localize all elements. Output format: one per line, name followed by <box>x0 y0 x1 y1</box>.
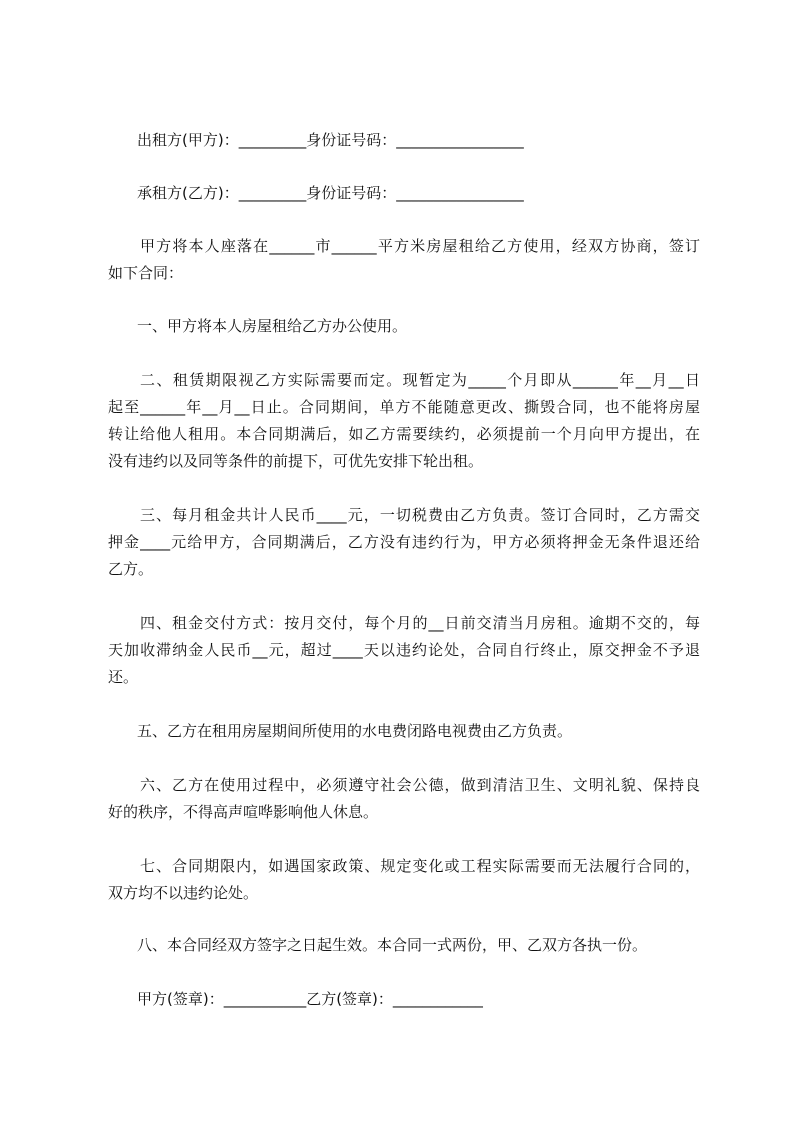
clause-2-line-3: 转让给他人租用。本合同期满后，如乙方需要续约，必须提前一个月向甲方提出，在 <box>108 425 700 443</box>
intro-line-1: 甲方将本人座落在______市______平方米房屋租给乙方使用，经双方协商，签订 <box>140 237 700 255</box>
lessee-line: 承租方(乙方)：_________身份证号码：_________________ <box>137 184 524 202</box>
clause-6-line-2: 好的秩序，不得高声喧哗影响他人休息。 <box>108 803 379 821</box>
clause-8: 八、本合同经双方签字之日起生效。本合同一式两份，甲、乙双方各执一份。 <box>137 936 648 954</box>
clause-1: 一、甲方将本人房屋租给乙方办公使用。 <box>137 317 408 335</box>
clause-7-line-2: 双方均不以违约论处。 <box>108 884 259 902</box>
clause-7-line-1: 七、合同期限内，如遇国家政策、规定变化或工程实际需要而无法履行合同的， <box>140 857 700 875</box>
clause-2-line-2: 起至______年__月__日止。合同期间，单方不能随意更改、撕毁合同，也不能将房屋 <box>108 398 700 416</box>
clause-4-line-1: 四、租金交付方式：按月交付，每个月的__日前交清当月房租。逾期不交的，每 <box>140 614 700 632</box>
clause-3-line-1: 三、每月租金共计人民币____元，一切税费由乙方负责。签订合同时，乙方需交 <box>140 506 700 524</box>
lessor-line: 出租方(甲方)：_________身份证号码：_________________ <box>137 131 524 149</box>
clause-5: 五、乙方在租用房屋期间所使用的水电费闭路电视费由乙方负责。 <box>137 722 573 740</box>
clause-4-line-3: 还。 <box>108 668 139 686</box>
clause-2-line-4: 没有违约以及同等条件的前提下，可优先安排下轮出租。 <box>108 452 484 470</box>
clause-6-line-1: 六、乙方在使用过程中，必须遵守社会公德，做到清洁卫生、文明礼貌、保持良 <box>140 776 700 794</box>
clause-4-line-2: 天加收滞纳金人民币__元，超过____天以违约论处，合同自行终止，原交押金不予退 <box>108 641 700 659</box>
clause-3-line-2: 押金____元给甲方，合同期满后，乙方没有违约行为，甲方必须将押金无条件退还给 <box>108 533 700 551</box>
intro-line-2: 如下合同： <box>108 264 184 282</box>
clause-3-line-3: 乙方。 <box>108 560 154 578</box>
clause-2-line-1: 二、租赁期限视乙方实际需要而定。现暂定为_____个月即从______年__月__日 <box>140 371 700 389</box>
signature-line: 甲方(签章)：___________乙方(签章)：____________ <box>137 990 483 1008</box>
